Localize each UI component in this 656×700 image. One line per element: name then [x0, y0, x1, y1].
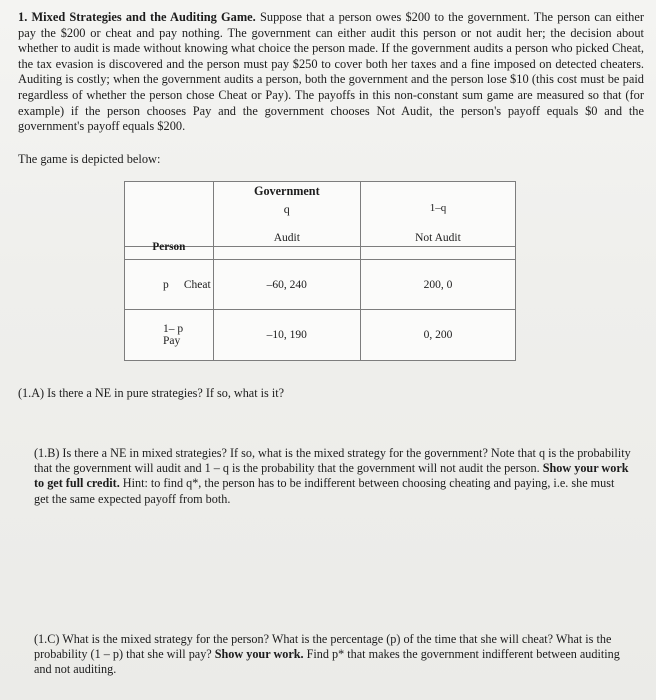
- row-player-cell: [125, 241, 214, 260]
- problem-title: Mixed Strategies and the Auditing Game.: [31, 10, 256, 24]
- empty-cell: [360, 247, 515, 260]
- payoff-cell: –10, 190: [213, 309, 360, 360]
- prob-one-minus-p-label: 1– p: [163, 322, 184, 335]
- question-1c-hint: Find p* that makes the government indifferent between auditing and not auditing.: [34, 647, 620, 677]
- government-audit-header: [213, 182, 360, 247]
- question-1b-emphasis: Show your work to get full credit.: [34, 461, 629, 491]
- audit-column-label: Audit: [273, 232, 300, 245]
- question-1a: (1.A) Is there a NE in pure strategies? If so, what is it?: [18, 386, 285, 400]
- table-row: [125, 309, 516, 360]
- not-audit-header: [360, 182, 515, 247]
- cheat-label: Cheat: [183, 278, 211, 291]
- question-1c: [34, 632, 630, 678]
- problem-text: Suppose that a person owes $200 to the government. The person can either pay the $200 or cheat and pay nothing. The government can either audit this person or not audit her; the decision about whether to audit is made without knowing what choice the person made. If the government audits a person who picked Cheat, the tax evasion is discovered and the person must pay $250 to cover both her taxes and a fine imposed on detected cheaters. Auditing is costly; when the government audits a person, both the government and the person lose $10 (this cost must be paid regardless of whether the person chose Cheat or Pay). The payoffs in this non-constant sum game are measured so that (for example) if the person chooses Pay and the government chooses Not Audit, the person's payoff equals $0 and the government's payoff equals $200.: [18, 10, 644, 134]
- problem-number: 1.: [18, 10, 28, 24]
- problem-intro: [18, 10, 644, 135]
- payoff-cell: –60, 240: [213, 260, 360, 309]
- question-1b-text: (1.B) Is there a NE in mixed strategies? If so, what is the mixed strategy for the government? Note that q is the probability that the government will audit and 1 – q is the probability that the government will not audit the person.: [34, 446, 631, 476]
- cheat-strategy-cell: [125, 260, 214, 309]
- depicted-label: The game is depicted below:: [18, 152, 161, 166]
- empty-corner-cell: [125, 182, 214, 247]
- pay-label: Pay: [163, 334, 181, 347]
- payoff-matrix: [124, 181, 516, 361]
- not-audit-column-label: Not Audit: [415, 232, 461, 245]
- payoff-cell: 0, 200: [360, 309, 515, 360]
- column-player-label: Government: [253, 184, 320, 198]
- pay-strategy-cell: [125, 309, 214, 360]
- prob-p-label: p: [163, 278, 169, 291]
- question-1b-hint: Hint: to find q*, the person has to be indifferent between choosing cheating and paying, i.e. she must get the same expected payoff from both.: [34, 476, 615, 506]
- empty-cell: [213, 247, 360, 260]
- table-row: [125, 260, 516, 309]
- payoff-cell: 200, 0: [360, 260, 515, 309]
- question-1c-text: (1.C) What is the mixed strategy for the person? What is the percentage (p) of the time that she will cheat? What is the probability (1 – p) that she will pay?: [34, 632, 612, 662]
- prob-one-minus-q-label: 1–q: [429, 202, 447, 214]
- prob-q-label: q: [283, 202, 290, 216]
- question-1b: [34, 446, 632, 507]
- question-1c-emphasis: Show your work.: [214, 647, 304, 662]
- row-player-label: Person: [152, 241, 186, 254]
